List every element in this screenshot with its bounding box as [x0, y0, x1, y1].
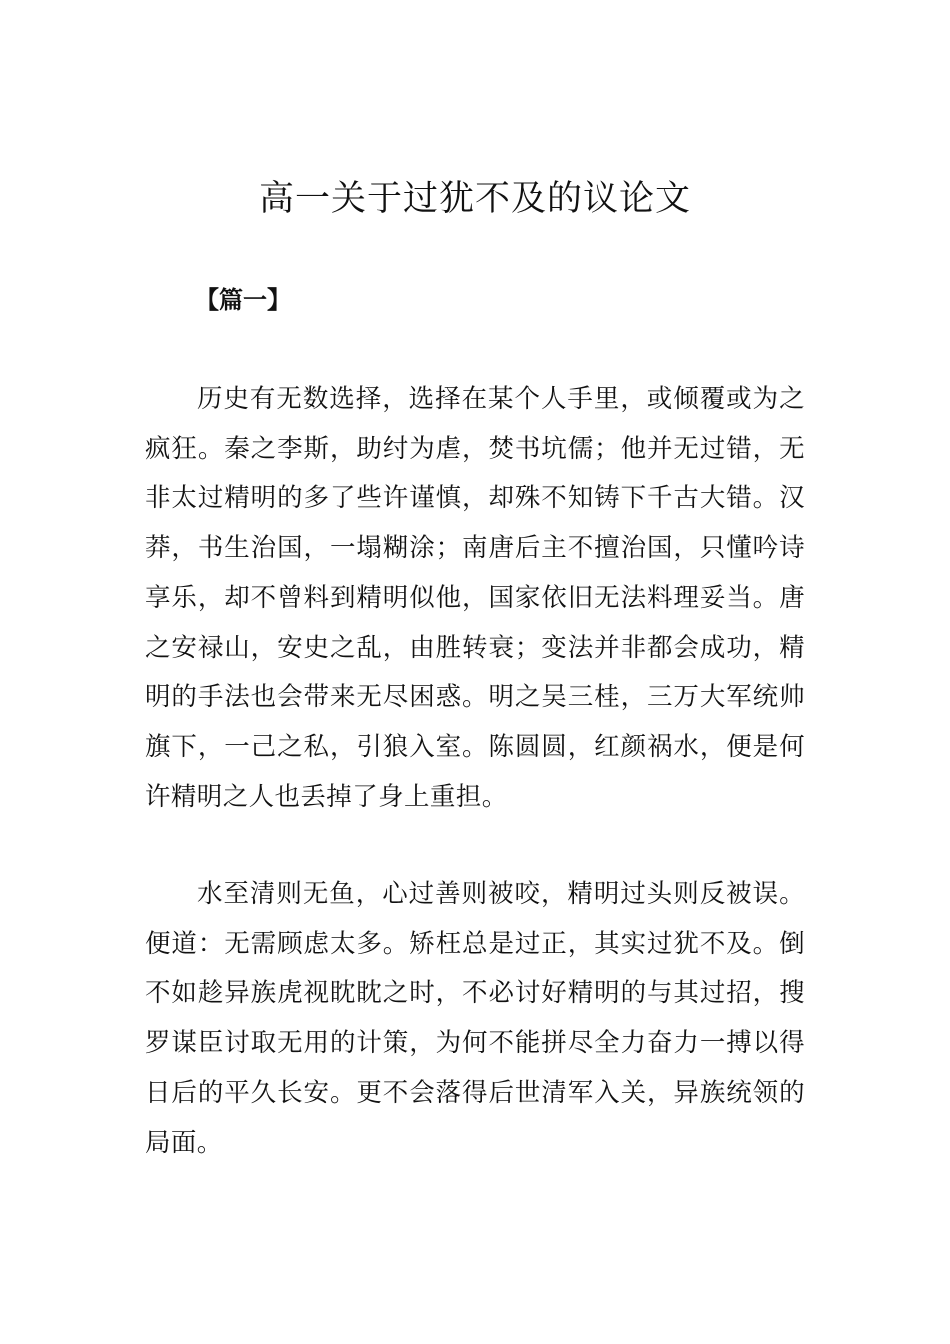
paragraph-1: 历史有无数选择，选择在某个人手里，或倾覆或为之疯狂。秦之李斯，助纣为虐，焚书坑儒；他并无过错，无非太过精明的多了些许谨慎，却殊不知铸下千古大错。汉莽，书生治国，一塌糊涂；南唐后主不擅治国，只懂吟诗享乐，却不曾料到精明似他，国家依旧无法料理妥当。唐之安禄山，安史之乱，由胜转衰；变法并非都会成功，精明的手法也会带来无尽困惑。明之吴三桂，三万大军统帅旗下，一己之私，引狼入室。陈圆圆，红颜祸水，便是何许精明之人也丢掉了身上重担。	[145, 384, 805, 812]
document-title: 高一关于过犹不及的议论文	[258, 179, 691, 219]
paragraph-2: 水至清则无鱼，心过善则被咬，精明过头则反被误。便道：无需顾虑太多。矫枉总是过正，其实过犹不及。倒不如趁异族虎视眈眈之时，不必讨好精明的与其过招，搜罗谋臣讨取无用的计策，为何不能拼尽全力奋力一搏以得日后的平久长安。更不会落得后世清军入关，异族统领的局面。	[145, 879, 805, 1158]
section-label: 【篇一】	[195, 285, 291, 314]
